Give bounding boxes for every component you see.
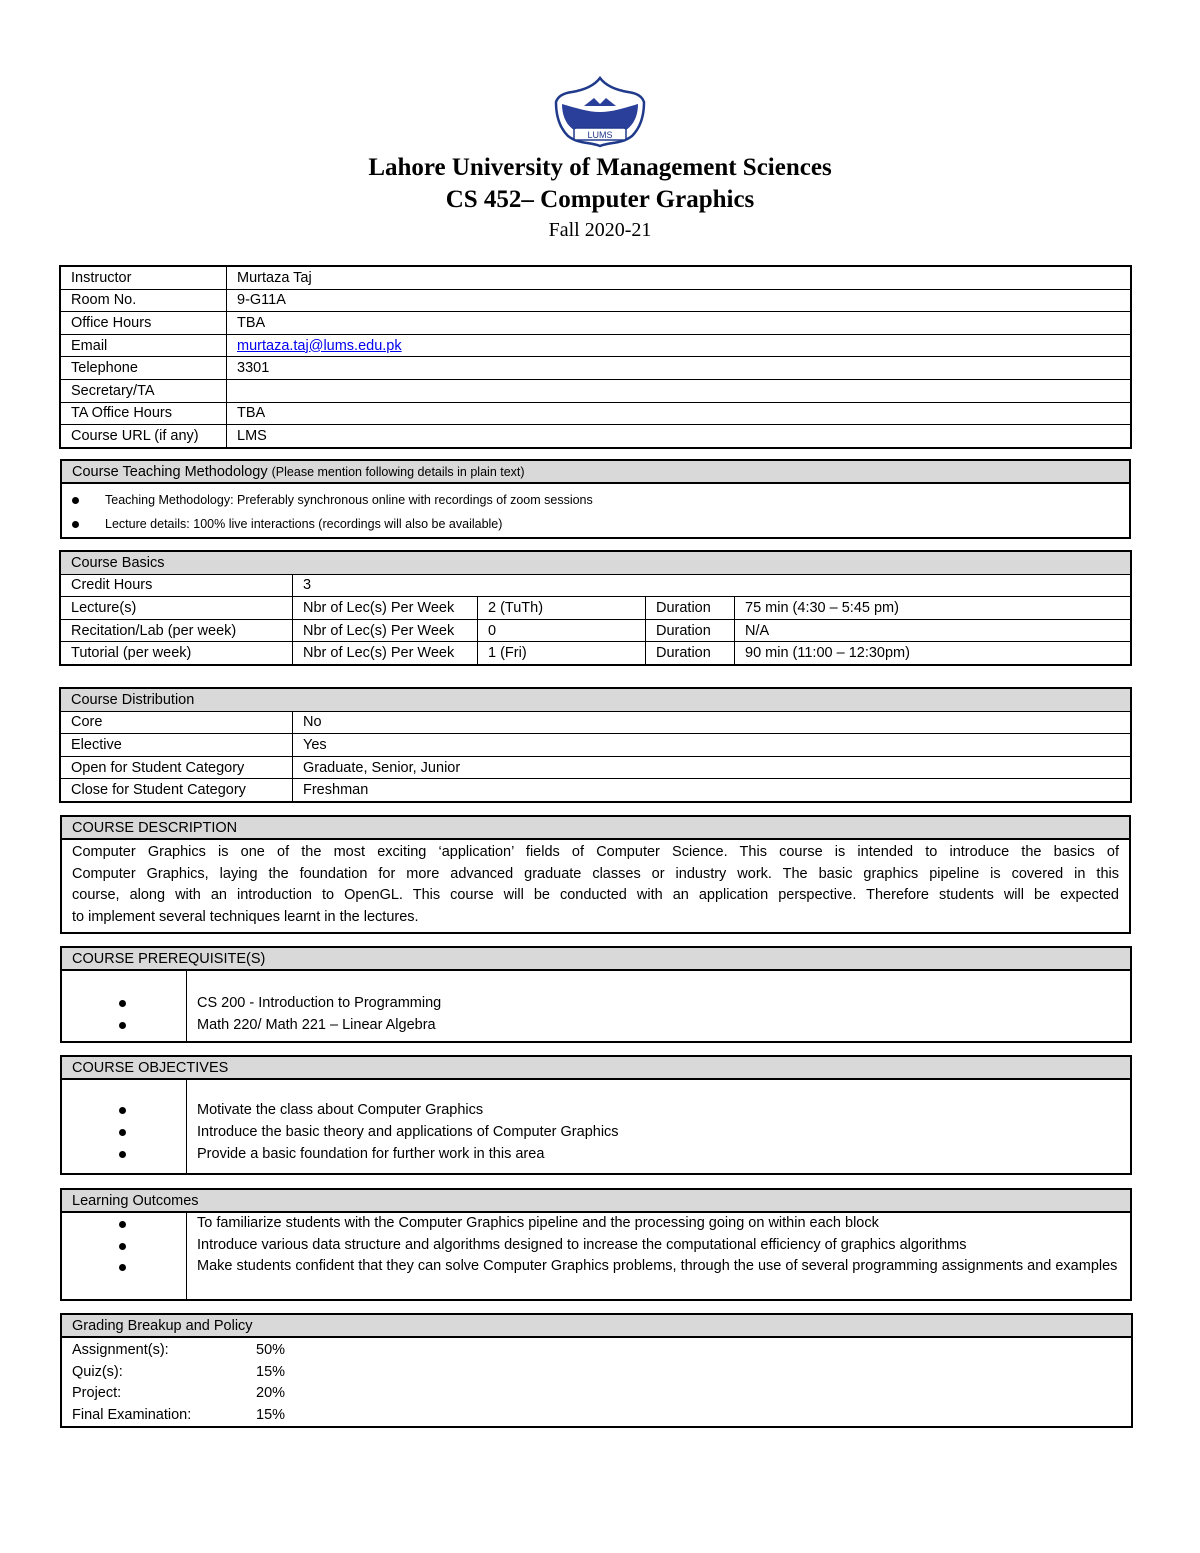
nbr-label: Nbr of Lec(s) Per Week <box>293 642 478 665</box>
table-row <box>61 574 1131 597</box>
description-line: to implement several techniques learnt in the lectures. <box>72 908 419 925</box>
list-item-text: Teaching Methodology: Preferably synchronous online with recordings of zoom sessions <box>105 493 593 507</box>
bullet-icon <box>72 521 79 528</box>
duration-value: N/A <box>735 619 1131 642</box>
credit-label: Credit Hours <box>61 574 293 597</box>
grade-label: Project: <box>72 1385 122 1401</box>
section-title: Course Basics <box>61 552 1131 575</box>
info-value: TBA <box>227 402 1131 425</box>
section-note: (Please mention following details in plain text) <box>271 465 525 479</box>
info-value: TBA <box>227 312 1131 335</box>
grade-value: 50% <box>256 1342 286 1358</box>
distribution-label: Open for Student Category <box>61 756 293 779</box>
grading-section <box>60 1313 1133 1428</box>
list-item: Make students confident that they can solve Computer Graphics problems, through the use of several programming assignments and examples <box>197 1258 1118 1274</box>
info-value: 3301 <box>227 357 1131 380</box>
course-objectives-section <box>60 1055 1132 1175</box>
info-label: Email <box>61 334 227 357</box>
distribution-value: Yes <box>293 734 1131 757</box>
course-distribution-table <box>60 688 1131 802</box>
list-item: Introduce various data structure and algorithms designed to increase the computational efficiency of graphics algorithms <box>197 1236 967 1253</box>
list-item-text: Lecture details: 100% live interactions (recordings will also be available) <box>105 517 503 531</box>
section-title: Learning Outcomes <box>62 1190 1130 1213</box>
grade-label: Final Examination: <box>72 1406 192 1423</box>
table-row <box>61 642 1131 665</box>
section-title: COURSE PREREQUISITE(S) <box>62 948 1130 971</box>
bullet-icon <box>119 1264 126 1271</box>
section-title: COURSE DESCRIPTION <box>62 817 1129 840</box>
list-item: To familiarize students with the Computer Graphics pipeline and the processing going on within each block <box>197 1215 879 1231</box>
grade-label: Assignment(s): <box>72 1342 169 1358</box>
duration-label: Duration <box>646 642 735 665</box>
course-prerequisites-section <box>60 946 1132 1043</box>
grade-value: 15% <box>256 1363 286 1380</box>
table-row <box>61 357 1131 380</box>
university-title: Lahore University of Management Sciences <box>368 154 832 181</box>
bullet-icon <box>119 1221 126 1228</box>
info-value: LMS <box>227 425 1131 448</box>
info-label: Course URL (if any) <box>61 425 227 448</box>
grade-row <box>72 1383 1121 1405</box>
table-row <box>61 619 1131 642</box>
grade-value: 15% <box>256 1406 286 1423</box>
info-label: Instructor <box>61 267 227 290</box>
section-title: Grading Breakup and Policy <box>62 1315 1131 1338</box>
grade-row <box>72 1405 1121 1427</box>
info-label: Office Hours <box>61 312 227 335</box>
table-row <box>61 734 1131 757</box>
nbr-label: Nbr of Lec(s) Per Week <box>293 597 478 620</box>
section-header <box>61 689 1131 712</box>
grade-row <box>72 1340 1121 1362</box>
credit-value: 3 <box>293 574 1131 597</box>
duration-value: 75 min (4:30 – 5:45 pm) <box>735 597 1131 620</box>
info-label: Room No. <box>61 289 227 312</box>
bullet-icon <box>119 1000 126 1007</box>
section-header <box>61 552 1131 575</box>
duration-label: Duration <box>646 597 735 620</box>
teaching-methodology-section <box>60 459 1131 539</box>
table-row <box>61 756 1131 779</box>
distribution-label: Elective <box>61 734 293 757</box>
description-line: Computer Graphics is one of the most exciting ‘application’ fields of Computer Science. This course is intended to introduce the basics of <box>72 844 1119 860</box>
distribution-label: Close for Student Category <box>61 779 293 802</box>
list-item <box>72 512 1129 536</box>
table-row <box>61 711 1131 734</box>
bullet-icon <box>119 1243 126 1250</box>
table-row <box>61 379 1131 402</box>
term-title: Fall 2020-21 <box>548 219 652 241</box>
info-label: TA Office Hours <box>61 402 227 425</box>
list-item: Provide a basic foundation for further work in this area <box>197 1146 545 1162</box>
list-item: Math 220/ Math 221 – Linear Algebra <box>197 1017 436 1033</box>
table-row <box>61 597 1131 620</box>
list-item: Motivate the class about Computer Graphics <box>197 1102 484 1118</box>
learning-outcomes-section <box>60 1188 1132 1301</box>
description-line: Computer Graphics, laying the foundation for more advanced graduate classes or industry work. The basic graphics pipeline is covered in this <box>72 865 1119 882</box>
bullet-icon <box>119 1107 126 1114</box>
instructor-info-table <box>60 266 1131 448</box>
email-link[interactable]: murtaza.taj@lums.edu.pk <box>237 337 402 354</box>
list-item: CS 200 - Introduction to Programming <box>197 995 442 1011</box>
grade-label: Quiz(s): <box>72 1363 123 1380</box>
list-item: Introduce the basic theory and applications of Computer Graphics <box>197 1124 619 1140</box>
nbr-value: 0 <box>478 619 646 642</box>
basics-label: Tutorial (per week) <box>61 642 293 665</box>
table-row <box>61 312 1131 335</box>
course-title: CS 452– Computer Graphics <box>445 186 755 213</box>
duration-label: Duration <box>646 619 735 642</box>
bullet-icon <box>119 1151 126 1158</box>
section-title: Course Teaching Methodology <box>72 464 268 480</box>
course-basics-table <box>60 551 1131 665</box>
bullet-icon <box>119 1129 126 1136</box>
distribution-label: Core <box>61 711 293 734</box>
table-row <box>61 402 1131 425</box>
list-item <box>72 488 1129 512</box>
table-row <box>61 779 1131 802</box>
course-description-section <box>60 815 1131 934</box>
bullet-icon <box>119 1022 126 1029</box>
description-text <box>62 840 1129 930</box>
distribution-value: No <box>293 711 1131 734</box>
table-row <box>61 267 1131 290</box>
info-value: Murtaza Taj <box>227 267 1131 290</box>
info-label: Telephone <box>61 357 227 380</box>
grade-row <box>72 1362 1121 1384</box>
info-value: 9-G11A <box>227 289 1131 312</box>
duration-value: 90 min (11:00 – 12:30pm) <box>735 642 1131 665</box>
bullet-icon <box>72 497 79 504</box>
nbr-value: 2 (TuTh) <box>478 597 646 620</box>
section-title: COURSE OBJECTIVES <box>62 1057 1130 1080</box>
distribution-value: Graduate, Senior, Junior <box>293 756 1131 779</box>
table-row <box>61 425 1131 448</box>
description-line: course, along with an introduction to OpenGL. This course will be conducted with an application perspective. Therefore students will be expected <box>72 887 1119 903</box>
info-value <box>227 379 1131 402</box>
distribution-value: Freshman <box>293 779 1131 802</box>
table-row <box>61 334 1131 357</box>
logo-text: LUMS <box>587 130 613 140</box>
section-title: Course Distribution <box>61 689 1131 712</box>
basics-label: Recitation/Lab (per week) <box>61 619 293 642</box>
basics-label: Lecture(s) <box>61 597 293 620</box>
table-row <box>61 289 1131 312</box>
info-label: Secretary/TA <box>61 379 227 402</box>
nbr-value: 1 (Fri) <box>478 642 646 665</box>
nbr-label: Nbr of Lec(s) Per Week <box>293 619 478 642</box>
section-header <box>62 461 1129 484</box>
lums-logo <box>554 76 646 148</box>
grade-value: 20% <box>256 1385 286 1401</box>
